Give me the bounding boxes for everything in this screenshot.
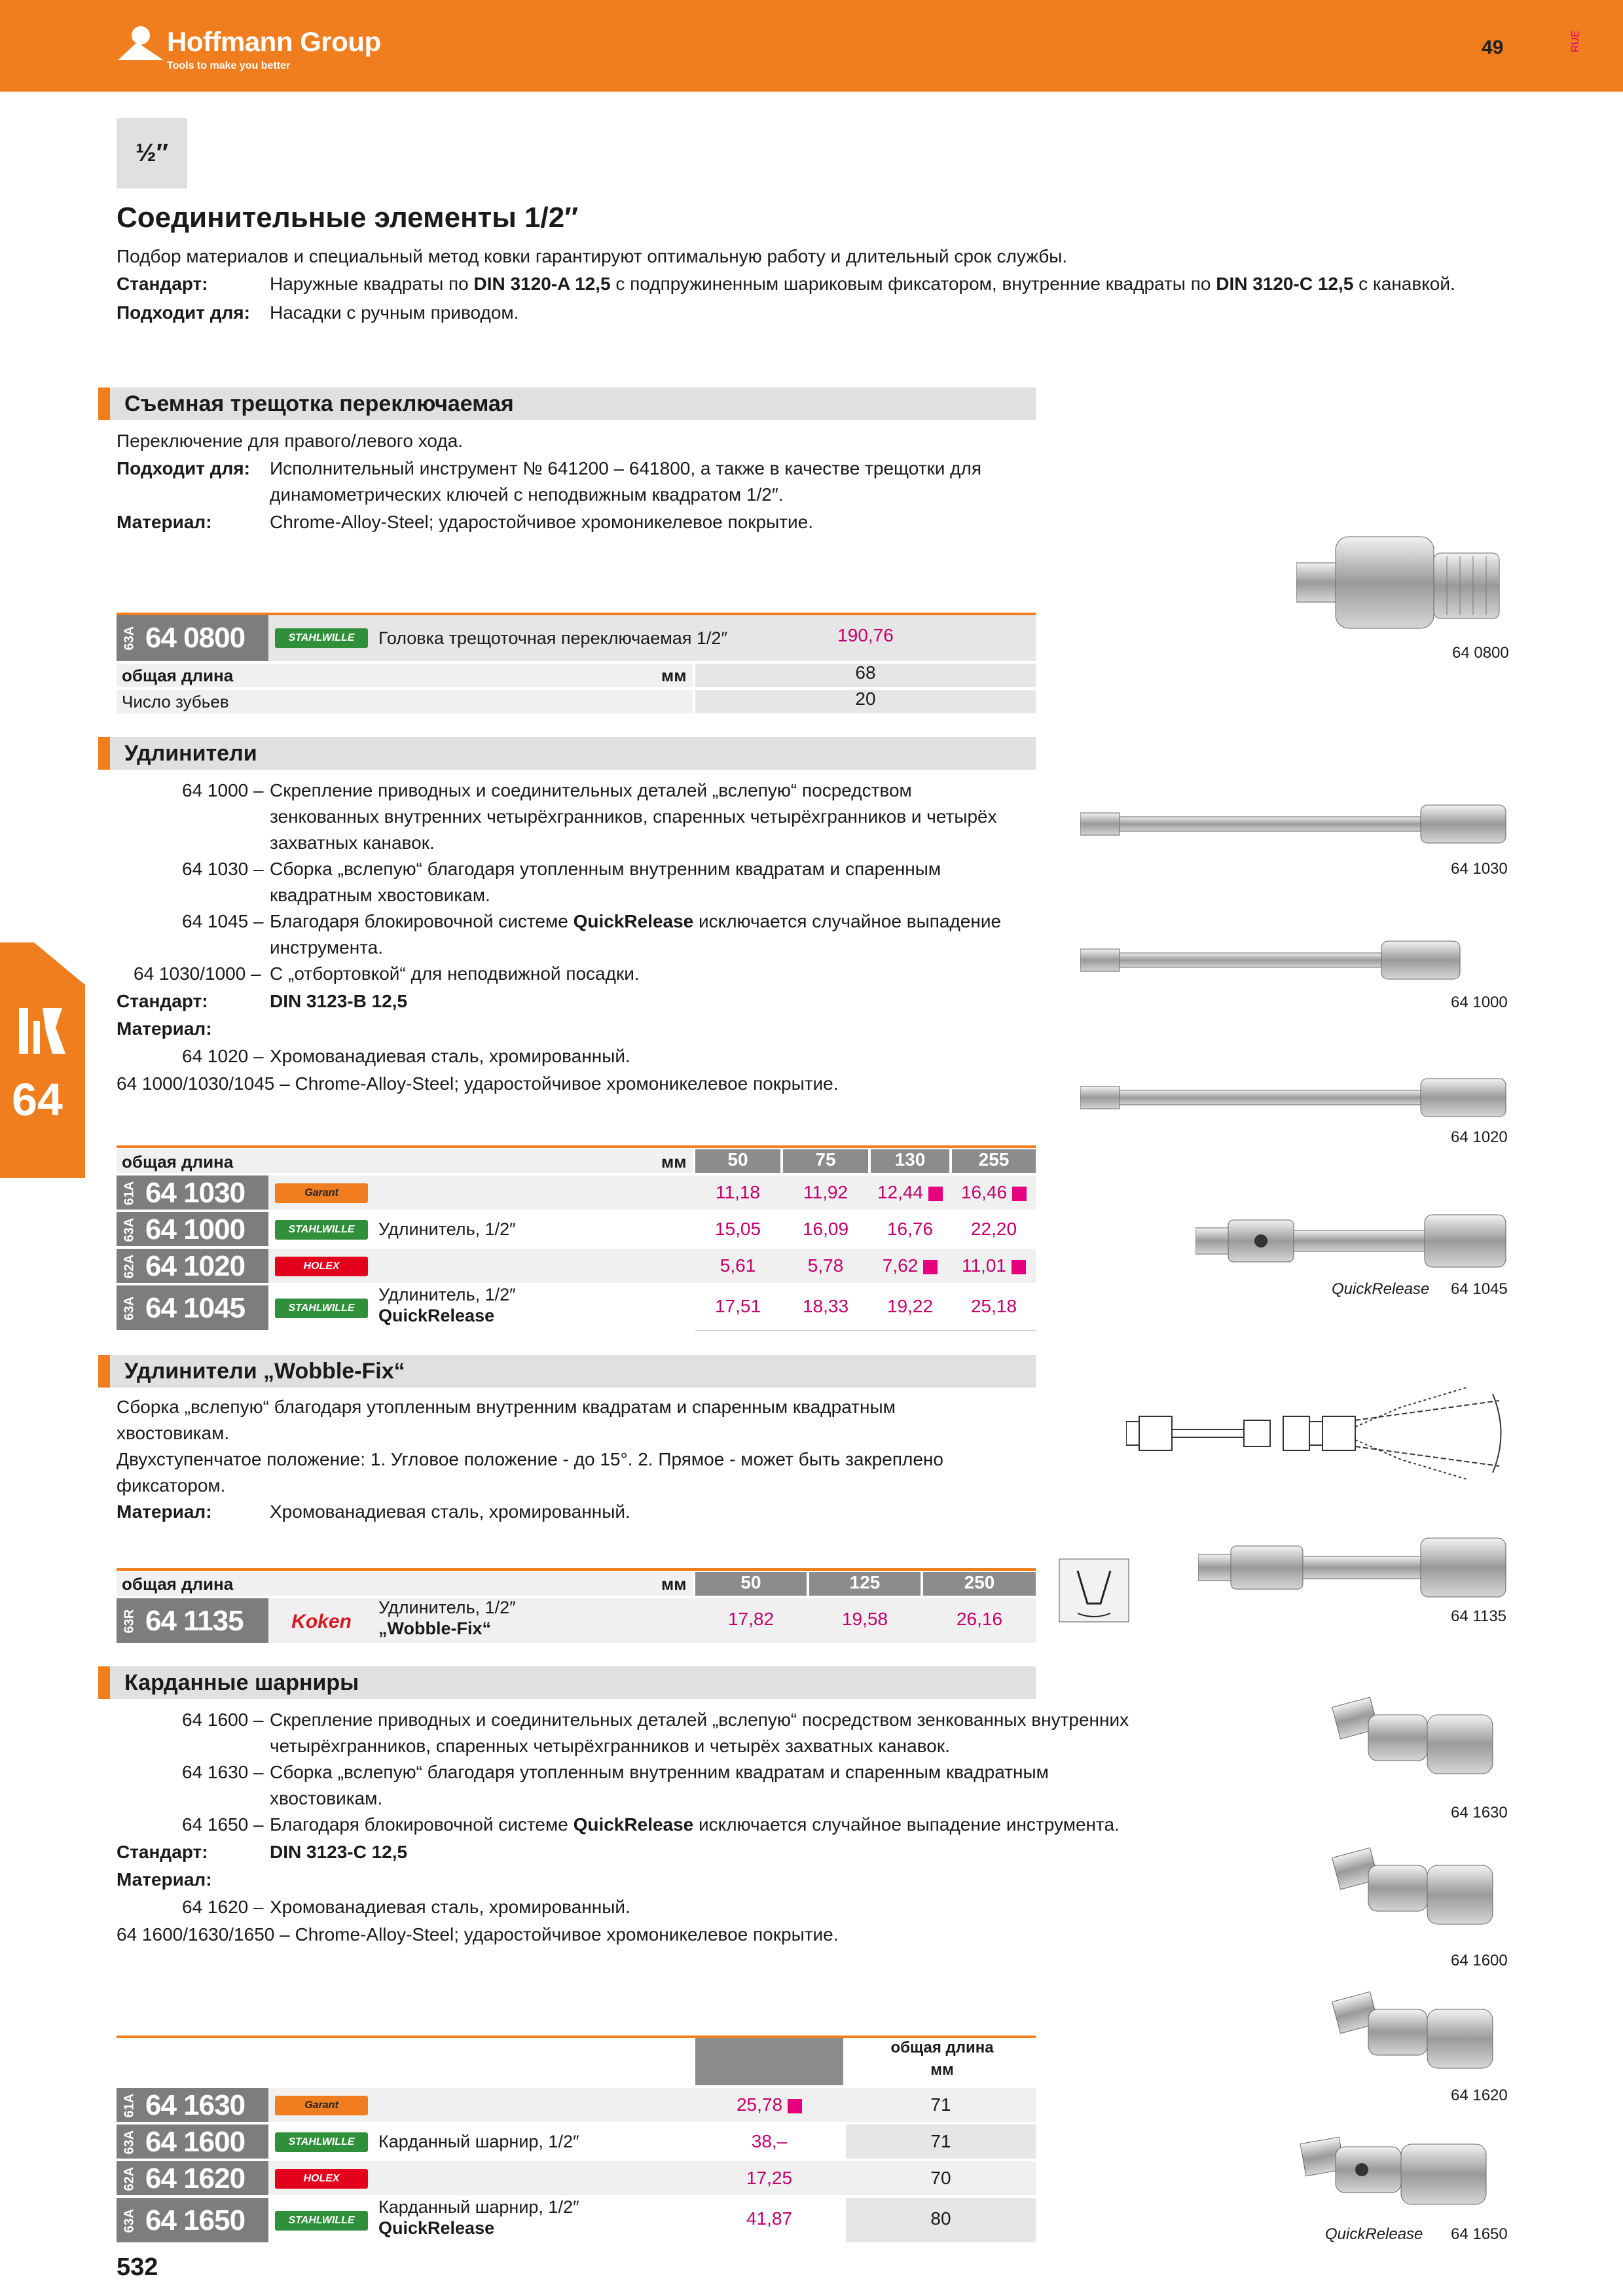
product-name: Удлинитель, 1/2″ [378,1219,516,1239]
intro-fits-label: Подходит для: [117,302,250,323]
product-code: 64 1000 [145,1213,246,1246]
ujoint-standard-label: Стандарт: [117,1842,208,1862]
product-code-box [117,2198,268,2242]
brand-name: Hoffmann Group [167,26,381,57]
ratchet-desc: Переключение для правого/левого хода. [117,431,464,451]
ujoint-material-label: Материал: [117,1869,212,1890]
table-header-cell: 125 [809,1572,921,1596]
ratchet-fits-label: Подходит для: [117,458,250,478]
hoffmann-logo-icon [115,22,167,62]
product-prefix: 63A [122,1217,137,1242]
table-header-cell: 50 [695,1572,807,1596]
ujoint-caption: 64 1650 [1451,2225,1508,2243]
ujoint-item-text: Скрепление приводных и соединительных деталей „вслепую“ посредством зенкованных внутренних [270,1710,1129,1730]
wobble-desc: Двухступенчатое положение: 1. Угловое положение - до 15°. 2. Прямое - может быть закреплено [117,1449,943,1469]
ext-item-text: Сборка „вслепую“ благодаря утопленным внутренним квадратам и спаренным [270,859,941,879]
price-cell: 11,92 [803,1182,848,1202]
price-cell: 11,18 [716,1182,760,1202]
ujoint-item-code: 64 1650 – [182,1814,264,1835]
table-header-label: общая длина [122,1574,234,1594]
ext-item-text: захватных канавок. [270,833,435,853]
brand-logo: HOLEX [275,1257,368,1276]
page-title: Соединительные элементы 1/2″ [117,202,579,234]
ext-item-code: 64 1030/1000 – [134,963,261,984]
brand-logo: STAHLWILLE [275,2211,368,2231]
discount-mark [928,1187,943,1201]
ext-item-text: Скрепление приводных и соединительных деталей „вслепую“ посредством [270,780,912,800]
price-cell: 25,78 [695,2094,843,2115]
price-cell: 19,58 [841,1609,888,1629]
product-code: 64 1030 [145,1177,246,1209]
footer-page-number: 532 [117,2253,158,2281]
ujoint-caption: 64 1600 [1451,1952,1508,1969]
section-ujoint-header [98,1666,1036,1699]
extension-image-641045 [1195,1208,1510,1274]
price-cell: 16,09 [802,1219,849,1239]
price-cell: 17,82 [727,1609,775,1629]
discount-mark [923,1260,938,1274]
product-name-variant: QuickRelease [378,1306,495,1325]
ratchet-material-label: Материал: [117,512,212,532]
wrench-hand-icon [16,1001,69,1060]
product-prefix: 61A [122,2093,137,2118]
price-cell: 18,33 [802,1296,849,1316]
table-header-cell: 250 [923,1572,1036,1596]
brand-logo: STAHLWILLE [275,1220,368,1240]
wobble-desc: хвостовикам. [117,1423,230,1443]
wobble-extension-image [1198,1532,1512,1604]
ext-item-text: С „отбортовкой“ для неподвижной посадки. [270,963,640,984]
ujoint-item-code: 64 1600 – [182,1710,264,1730]
ujoint-image-641600 [1329,1839,1512,1944]
ext-standard-text: DIN 3123-B 12,5 [270,991,408,1011]
ext-standard-label: Стандарт: [117,991,208,1011]
price-cell: 41,87 [746,2208,793,2229]
ratchet-material-text: Chrome-Alloy-Steel; ударостойчивое хромоникелевое покрытие. [270,512,814,532]
wobble-caption: 64 1135 [1451,1607,1506,1625]
extension-caption-quickrelease: QuickRelease [1332,1280,1430,1298]
brand-logo: STAHLWILLE [275,628,368,648]
table-header-label: общая длина [890,2039,994,2056]
brand-logo: Garant [275,2096,368,2115]
ext-item-text: квадратным хвостовикам. [270,885,490,905]
product-code-box [117,2088,268,2122]
extension-caption: 64 1020 [1451,1128,1508,1146]
spec-value: 68 [855,662,876,683]
extension-image-641000 [1080,936,1467,984]
price-cell: 16,76 [886,1219,934,1239]
product-prefix: 63A [122,1296,137,1321]
product-code-box [117,1212,268,1246]
ext-material-label: Материал: [117,1018,212,1039]
product-name-variant: „Wobble-Fix“ [378,1619,491,1638]
spec-label: общая длина [122,666,234,685]
wobble-desc: фиксатором. [117,1475,226,1496]
product-code: 64 1045 [145,1292,246,1324]
ujoint-material-text2: 64 1600/1630/1650 – Chrome-Alloy-Steel; ударостойчивое хромоникелевое покрытие. [117,1924,839,1945]
price-cell: 12,44 [871,1182,949,1203]
extension-caption: 64 1045 [1451,1280,1508,1298]
table-header-unit: мм [661,1574,687,1594]
product-code: 64 1600 [145,2126,246,2158]
length-cell: 80 [930,2208,951,2229]
page-number: 49 [1482,37,1504,58]
length-cell: 70 [930,2168,951,2188]
table-header-cell: 50 [695,1149,780,1173]
ratchet-fits-text: Исполнительный инструмент № 641200 – 641800, а также в качестве трещотки для [270,458,982,478]
product-name: Головка трещоточная переключаемая 1/2″ [378,628,727,648]
price-cell: 5,61 [720,1255,756,1276]
product-code-box [117,615,268,661]
ujoint-item-text: Сборка „вслепую“ благодаря утопленным внутренним квадратам и спаренным квадратным [270,1762,1049,1782]
table-header-cell: 130 [871,1149,949,1173]
length-cell: 71 [930,2131,951,2151]
product-name: Карданный шарнир, 1/2″ [378,2197,579,2217]
intro-standard-label: Стандарт: [117,274,208,294]
ujoint-material-text: Хромованадиевая сталь, хромированный. [270,1897,630,1917]
ujoint-image-641630 [1329,1689,1512,1793]
wobble-material-text: Хромованадиевая сталь, хромированный. [270,1501,630,1522]
extension-caption: 64 1000 [1451,994,1508,1011]
product-prefix: 63R [122,1609,137,1634]
brand-logo: STAHLWILLE [275,1299,368,1318]
product-price: 190,76 [837,625,894,645]
product-prefix: 63A [122,2208,137,2233]
discount-mark [1012,1260,1026,1274]
product-code-box [117,1249,268,1283]
section-title: Удлинители „Wobble-Fix“ [124,1359,405,1384]
section-title: Удлинители [124,741,257,766]
ext-item-code: 64 1030 – [182,859,264,879]
product-code: 64 0800 [145,622,246,654]
table-header-price-cell [695,2038,843,2085]
product-prefix: 62A [122,1254,137,1279]
product-code: 64 1630 [145,2089,246,2121]
product-prefix: 62A [122,2166,137,2191]
ext-material-code: 64 1020 – [182,1046,264,1066]
ext-item-code: 64 1045 – [182,911,264,931]
ujoint-caption: 64 1630 [1451,1804,1508,1821]
ext-material-text2: 64 1000/1030/1045 – Chrome-Alloy-Steel; ударостойчивое хромоникелевое покрытие. [117,1073,839,1094]
table-top-line [117,1568,1036,1571]
wobble-angle-icon [1058,1558,1130,1623]
product-name: Удлинитель, 1/2″ [378,1598,516,1617]
price-cell: 19,22 [886,1296,934,1316]
ujoint-item-code: 64 1630 – [182,1762,264,1782]
product-code: 64 1020 [145,1250,246,1282]
ext-item-text: инструмента. [270,937,384,958]
table-bottom-line [695,1330,1036,1331]
ext-item-text: Благодаря блокировочной системе QuickRelease исключается случайное выпадение [270,911,1002,931]
section-title: Карданные шарниры [124,1670,359,1695]
ujoint-caption-quickrelease: QuickRelease [1325,2225,1423,2243]
spec-label: Число зубьев [122,692,229,711]
extension-image-641030 [1080,800,1512,848]
extension-caption: 64 1030 [1451,860,1508,878]
product-code: 64 1135 [145,1605,244,1637]
section-title: Съемная трещотка переключаемая [124,391,514,416]
ujoint-item-text: хвостовикам. [270,1788,383,1808]
section-wobble-header [98,1355,1036,1388]
language-code: RUE [1570,30,1581,52]
section-extensions-header [98,737,1036,770]
product-code-box [117,1285,268,1330]
table-header-unit: мм [930,2061,954,2079]
price-cell: 16,46 [952,1182,1036,1203]
ujoint-caption: 64 1620 [1451,2087,1508,2104]
product-code-box [117,2161,268,2195]
table-top-line [117,1145,1036,1148]
price-cell: 38,– [751,2131,788,2151]
intro-text: Подбор материалов и специальный метод ковки гарантируют оптимальную работу и длительный срок службы. [117,246,1068,266]
brand-logo: HOLEX [275,2169,368,2189]
ratchet-image [1296,517,1506,648]
brand-tagline: Tools to make you better [167,60,291,71]
discount-mark [788,2099,802,2113]
intro-fits-text: Насадки с ручным приводом. [270,302,519,323]
spec-value: 20 [855,689,876,709]
chapter-number: 64 [12,1074,63,1125]
intro-standard-text: Наружные квадраты по DIN 3120-A 12,5 с подпружиненным шариковым фиксатором, внутренние квадраты по DIN 3120-C 12,5 с канавкой. [270,274,1455,294]
product-code-box [117,1175,268,1210]
ujoint-material-code: 64 1620 – [182,1897,264,1917]
price-cell: 22,20 [970,1219,1017,1239]
ratchet-fits-text2: динамометрических ключей с неподвижным квадратом 1/2″. [270,484,784,505]
brand-logo: Koken [291,1611,352,1632]
product-prefix: 61A [122,1181,137,1206]
table-header-cell: 255 [952,1149,1036,1173]
table-header-label: общая длина [122,1152,234,1172]
price-cell: 17,25 [746,2168,793,2188]
ext-material-text: Хромованадиевая сталь, хромированный. [270,1046,630,1066]
brand-logo: STAHLWILLE [275,2132,368,2152]
spec-unit: мм [661,666,687,685]
chapter-tab [0,942,85,1178]
section-ratchet-header [98,387,1036,420]
price-cell: 17,51 [714,1296,761,1316]
ujoint-image-641650 [1296,2121,1512,2225]
product-name: Карданный шарнир, 1/2″ [378,2132,579,2151]
brand-logo: Garant [275,1183,368,1203]
size-badge: ½″ [117,118,187,188]
ujoint-standard-text: DIN 3123-C 12,5 [270,1842,408,1862]
discount-mark [1012,1187,1027,1201]
ujoint-item-text: четырёхгранников, спаренных четырёхгранников и четырёх захватных канавок. [270,1736,950,1756]
length-cell: 71 [930,2094,951,2115]
product-code: 64 1620 [145,2162,246,2195]
wobble-material-label: Материал: [117,1501,212,1522]
price-cell: 7,62 [871,1255,949,1276]
ujoint-item-text: Благодаря блокировочной системе QuickRelease исключается случайное выпадение инструмента. [270,1814,1120,1835]
wobble-drawing-image [1126,1374,1506,1492]
table-header-cell: 75 [783,1149,868,1173]
extension-image-641020 [1080,1073,1512,1122]
product-name-variant: QuickRelease [378,2218,495,2238]
product-prefix: 63A [122,626,137,651]
product-code-box [117,1598,268,1643]
table-header-unit: мм [661,1152,687,1172]
product-code-box [117,2125,268,2159]
ratchet-caption: 64 0800 [1452,644,1509,662]
price-cell: 25,18 [970,1296,1017,1316]
ext-item-code: 64 1000 – [182,780,264,800]
ext-item-text: зенкованных внутренних четырёхгранников, спаренных четырёхгранников и четырёх [270,806,997,827]
product-code: 64 1650 [145,2204,246,2236]
product-name: Удлинитель, 1/2″ [378,1285,516,1304]
price-cell: 26,16 [956,1609,1003,1629]
price-cell: 5,78 [807,1255,844,1276]
wobble-desc: Сборка „вслепую“ благодаря утопленным внутренним квадратам и спаренным квадратным [117,1397,896,1417]
ujoint-image-641620 [1329,1983,1512,2088]
product-prefix: 63A [122,2130,137,2155]
price-cell: 11,01 [952,1255,1036,1276]
price-cell: 15,05 [714,1219,761,1239]
